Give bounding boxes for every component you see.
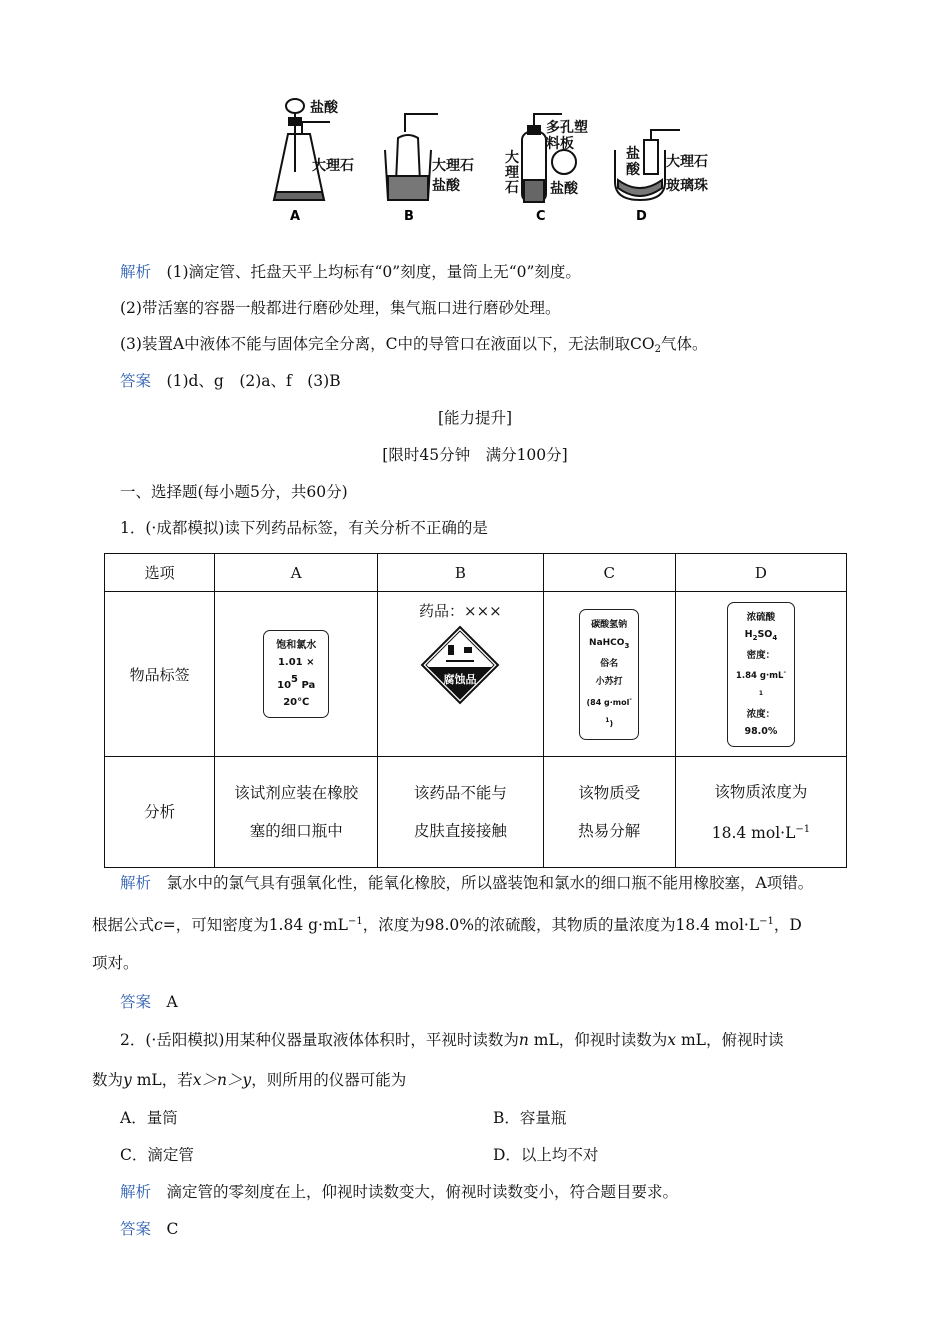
q2-option-c: C．滴定管: [120, 1146, 194, 1164]
label-a: [263, 630, 329, 718]
analysis-text: (3)装置A中液体不能与固体完全分离，C中的导管口在液面以下，无法制取CO: [120, 335, 655, 353]
analysis-cell-d: [675, 757, 846, 868]
header-cell: 选项: [105, 554, 215, 592]
label-d-line: 98.0%: [744, 725, 778, 737]
fig-d-acid-label-1: 盐: [626, 146, 640, 162]
fig-c-plate-label-2: 料板: [546, 136, 574, 152]
label-c-line: (84 g·mol$^{-1}$): [586, 695, 632, 728]
answer-text: (1)d、g (2)a、f (3)B: [166, 372, 341, 390]
fig-c-acid-label: 盐酸: [550, 181, 578, 197]
analysis-line: 该试剂应装在橡胶: [234, 784, 359, 802]
analysis-tag: 解析: [120, 263, 152, 281]
q1-answer: [120, 992, 178, 1012]
q1-table: [104, 553, 847, 868]
label-a-title: 饱和氯水: [276, 640, 317, 651]
label-a-line: 105 Pa: [277, 674, 316, 691]
analysis-line: 18.4 $mol\cdot L^{-1}$: [711, 823, 811, 842]
label-d-line: 浓度：: [746, 708, 776, 720]
q2-option-d: D．以上均不对: [493, 1146, 599, 1164]
q1-explain-line-2: 根据公式c=，可知密度为1.84 $g\cdot mL^{-1}$，浓度为98.0%的浓硫酸，其物质的量浓度为18.4 $mol\cdot L^{-1}$，D: [92, 916, 802, 934]
analysis-cell-a: [215, 757, 378, 868]
table-row-analysis: [105, 757, 847, 868]
fig-d-solid-label: 大理石: [666, 154, 708, 170]
answer-text: A: [166, 993, 178, 1011]
fig-a-acid-label: 盐酸: [310, 100, 338, 116]
time-limit: [限时45分钟 满分100分]: [382, 446, 568, 464]
fig-label-c: C: [536, 209, 546, 224]
q1-explain-line-3: 项对。: [92, 954, 139, 972]
analysis-tag: 解析: [120, 1183, 152, 1201]
label-a-line: 20℃: [283, 697, 310, 708]
analysis-cell-c: [543, 757, 675, 868]
header-cell: D: [675, 554, 846, 592]
subscript: 2: [654, 344, 661, 355]
fig-b-acid-label: 盐酸: [432, 178, 460, 194]
analysis-prev-line-2: (2)带活塞的容器一般都进行磨砂处理，集气瓶口进行磨砂处理。: [120, 299, 561, 317]
header-cell: C: [543, 554, 675, 592]
analysis-line: 热易分解: [578, 822, 641, 840]
apparatus-figure: [260, 92, 730, 232]
label-cell-a: [215, 592, 378, 757]
label-c-line: 小苏打: [595, 676, 623, 687]
fig-label-d: D: [636, 209, 647, 224]
fig-label-b: B: [404, 209, 414, 224]
label-c-line: NaHCO$_3$: [589, 637, 630, 650]
label-d-line: $H_2SO_4$: [744, 628, 778, 642]
label-c-title: 碳酸氢钠: [591, 619, 628, 630]
q2-stem-line-1: 2．(·岳阳模拟)用某种仪器量取液体体积时，平视时读数为n mL，仰视时读数为x mL，俯视时读: [120, 1031, 784, 1049]
apparatus-b: [385, 114, 438, 200]
q2-option-a: A．量筒: [120, 1109, 178, 1127]
fig-c-plate-label-1: 多孔塑: [546, 120, 588, 136]
label-d-line: 1.84 $g\cdot mL^{-1}$: [735, 668, 786, 697]
header-cell: A: [215, 554, 378, 592]
analysis-prev-line-1: [120, 262, 581, 282]
fig-b-solid-label: 大理石: [432, 158, 474, 174]
table-row-labels: [105, 592, 847, 757]
label-cell-b: [378, 592, 543, 757]
fig-d-acid-label-2: 酸: [626, 162, 640, 178]
header-cell: B: [378, 554, 543, 592]
q2-explain: [120, 1182, 678, 1202]
answer-tag: 答案: [120, 372, 152, 390]
analysis-text: 气体。: [660, 335, 708, 353]
row-label: 分析: [105, 757, 215, 868]
analysis-prev-line-3: [120, 334, 707, 360]
fig-c-solid-label-1: 大: [505, 150, 519, 166]
analysis-line: 该药品不能与: [413, 784, 507, 802]
label-c: [579, 609, 639, 740]
fig-d-beads-label: 玻璃珠: [666, 178, 708, 194]
analysis-text: 氯水中的氯气具有强氧化性，能氧化橡胶，所以盛装饱和氯水的细口瓶不能用橡胶塞，A项错。: [166, 874, 814, 892]
fig-c-solid-label-3: 石: [505, 180, 519, 196]
fig-a-solid-label: 大理石: [312, 158, 354, 174]
label-d: [727, 602, 795, 747]
q2-stem-line-2: 数为y mL，若x＞n＞y，则所用的仪器可能为: [92, 1071, 407, 1089]
table-header-row: [105, 554, 847, 592]
fig-label-a: A: [290, 209, 301, 224]
label-cell-d: [675, 592, 846, 757]
analysis-line: 该物质浓度为: [714, 782, 808, 801]
q1-explain-line-1: [120, 873, 813, 893]
q1-stem: 1．(·成都模拟)读下列药品标签，有关分析不正确的是: [120, 519, 488, 537]
part-title: 一、选择题(每小题5分，共60分): [120, 483, 348, 501]
label-a-line: 1.01 ×: [277, 657, 315, 668]
label-c-line: 俗名: [600, 658, 619, 669]
answer-tag: 答案: [120, 993, 152, 1011]
q2-answer: [120, 1219, 178, 1239]
answer-prev: [120, 371, 341, 391]
analysis-tag: 解析: [120, 874, 152, 892]
corrosive-hazard-icon: [420, 625, 500, 705]
fig-c-solid-label-2: 理: [505, 165, 519, 181]
label-d-line: 密度：: [746, 649, 776, 661]
label-d-title: 浓硫酸: [746, 611, 776, 623]
q2-option-b: B．容量瓶: [493, 1109, 567, 1127]
label-b-sign: 腐蚀品: [443, 673, 477, 686]
analysis-cell-b: [378, 757, 543, 868]
analysis-line: 塞的细口瓶中: [249, 822, 343, 840]
label-b-title: 药品：×××: [419, 602, 502, 620]
answer-tag: 答案: [120, 1220, 152, 1238]
analysis-line: 皮肤直接接触: [413, 822, 507, 840]
row-label: 物品标签: [105, 592, 215, 757]
answer-text: C: [166, 1220, 179, 1238]
analysis-text: 滴定管的零刻度在上，仰视时读数变大，俯视时读数变小，符合题目要求。: [166, 1183, 679, 1201]
label-cell-c: [543, 592, 675, 757]
analysis-text: (1)滴定管、托盘天平上均标有“0”刻度，量筒上无“0”刻度。: [166, 263, 581, 281]
section-title: [能力提升]: [437, 409, 513, 427]
analysis-line: 该物质受: [578, 784, 641, 802]
